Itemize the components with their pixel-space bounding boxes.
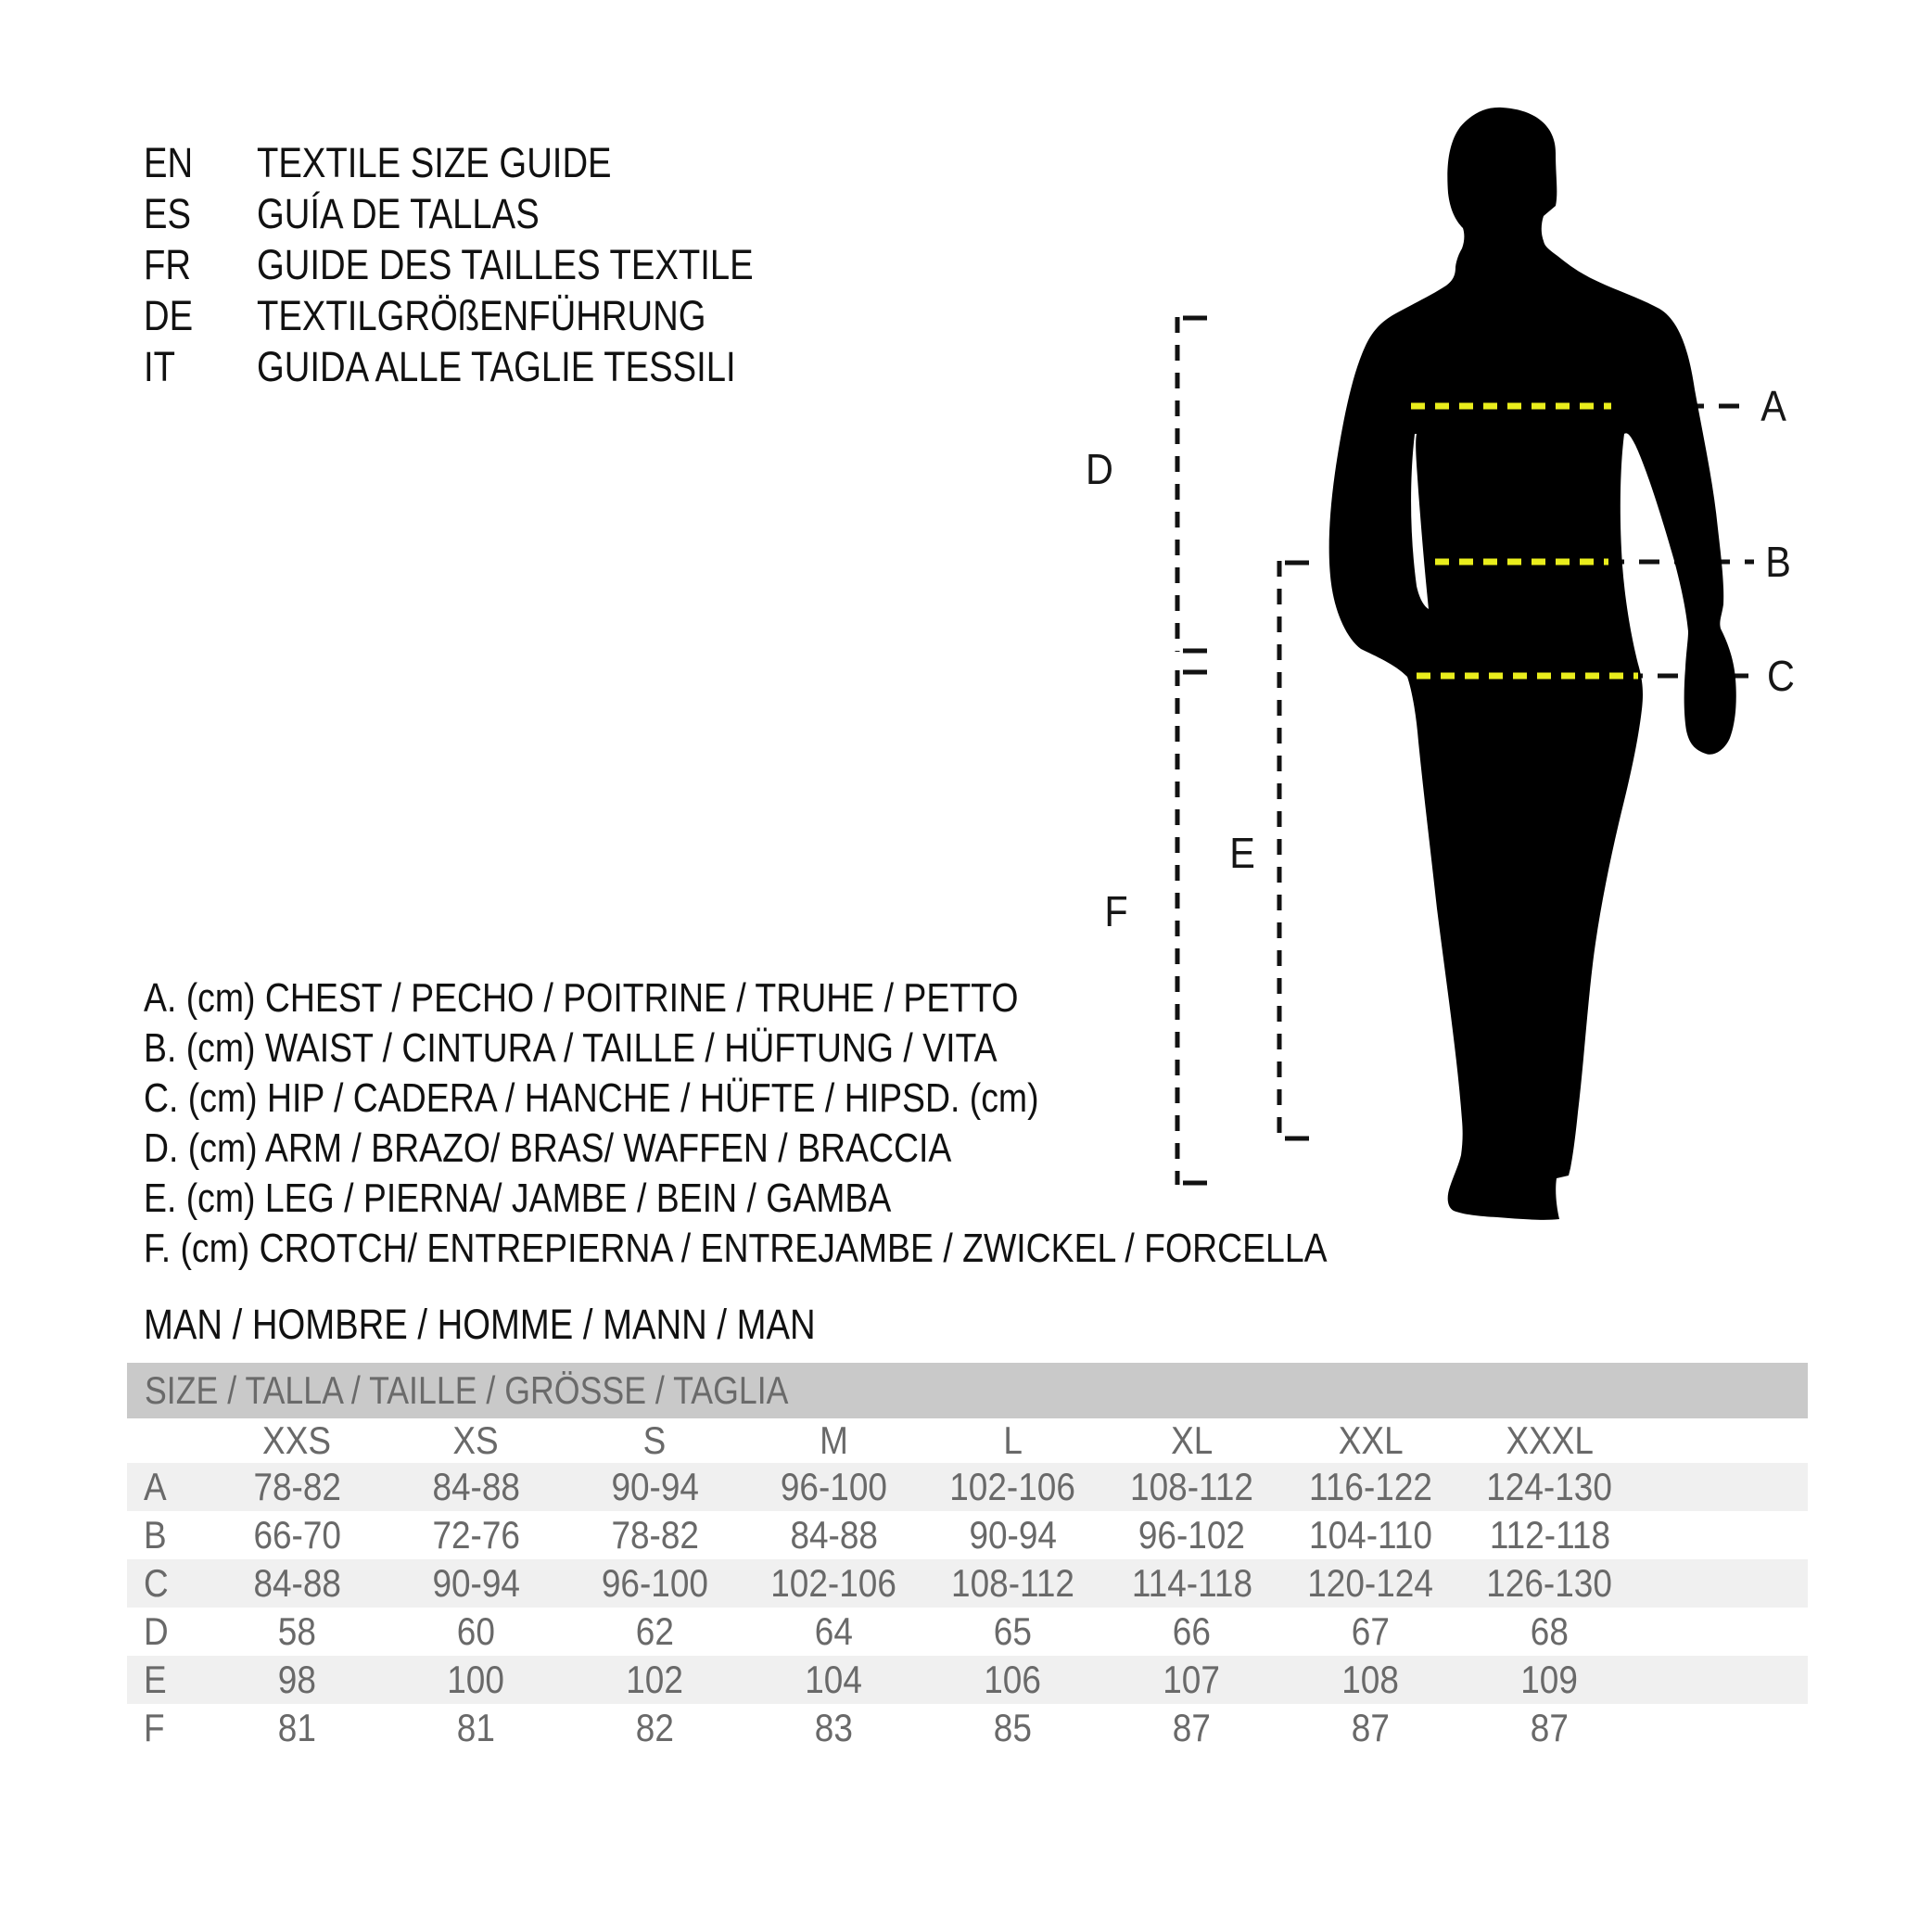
size-columns-row xyxy=(127,1418,1808,1463)
marker-arm-d: D xyxy=(1086,445,1113,493)
size-col-xxl: XXL xyxy=(1338,1418,1404,1462)
row-label: F xyxy=(144,1706,165,1749)
language-row-es xyxy=(144,188,841,239)
row-label: B xyxy=(144,1513,167,1557)
table-row-waist: B 66-70 72-76 78-82 84-88 90-94 96-102 104-110 112-118 xyxy=(144,1513,1610,1557)
language-row-en xyxy=(144,137,841,188)
language-code: ES xyxy=(144,190,192,237)
language-code: FR xyxy=(144,241,191,288)
table-row-arm: D 58 60 62 64 65 66 67 68 xyxy=(144,1609,1570,1653)
measurement-legend xyxy=(144,973,1536,1274)
table-row-chest: A 78-82 84-88 90-94 96-100 102-106 108-112 116-122 124-130 xyxy=(127,1463,1808,1511)
size-col-xl: XL xyxy=(1170,1418,1214,1462)
size-table-title: SIZE / TALLA / TAILLE / GRÖSSE / TAGLIA xyxy=(145,1368,789,1412)
legend-hip: C. (cm) HIP / CADERA / HANCHE / HÜFTE / HIPSD. (cm) xyxy=(144,1075,1039,1121)
row-label: D xyxy=(144,1609,169,1653)
size-table-header-bar xyxy=(127,1363,1808,1418)
size-col-s: S xyxy=(643,1418,667,1462)
language-title-list xyxy=(144,137,841,392)
marker-waist-b: B xyxy=(1765,538,1791,586)
guide-title-en: TEXTILE SIZE GUIDE xyxy=(257,139,612,186)
row-label: C xyxy=(144,1561,169,1605)
size-col-xs: XS xyxy=(452,1418,500,1462)
size-table xyxy=(127,1418,1808,1752)
guide-title-es: GUÍA DE TALLAS xyxy=(257,190,540,237)
legend-chest: A. (cm) CHEST / PECHO / POITRINE / TRUHE / PETTO xyxy=(144,975,1019,1021)
marker-hip-c: C xyxy=(1767,652,1795,700)
legend-arm: D. (cm) ARM / BRAZO/ BRAS/ WAFFEN / BRACCIA xyxy=(144,1125,952,1171)
guide-title-fr: GUIDE DES TAILLES TEXTILE xyxy=(257,241,754,288)
guide-title-de: TEXTILGRÖßENFÜHRUNG xyxy=(257,292,706,339)
guide-title-it: GUIDA ALLE TAGLIE TESSILI xyxy=(257,343,736,390)
size-table-section xyxy=(127,1363,1808,1752)
size-col-m: M xyxy=(820,1418,848,1462)
row-label: A xyxy=(144,1465,167,1508)
table-row-hip: C 84-88 90-94 96-100 102-106 108-112 114-118 120-124 126-130 xyxy=(127,1559,1808,1608)
marker-crotch-f: F xyxy=(1104,887,1128,935)
language-row-it xyxy=(144,341,841,392)
marker-leg-e: E xyxy=(1229,829,1255,877)
category-line: MAN / HOMBRE / HOMME / MANN / MAN xyxy=(144,1301,816,1348)
legend-leg: E. (cm) LEG / PIERNA/ JAMBE / BEIN / GAMBA xyxy=(144,1176,892,1221)
table-row-crotch: F 81 81 82 83 85 87 87 87 xyxy=(144,1706,1570,1749)
language-code: EN xyxy=(144,139,194,186)
row-label: E xyxy=(144,1658,167,1701)
language-code: DE xyxy=(144,292,194,339)
size-col-xxxl: XXXL xyxy=(1506,1418,1594,1462)
size-col-xxs: XXS xyxy=(262,1418,332,1462)
table-row-leg: E 98 100 102 104 106 107 108 109 xyxy=(127,1656,1808,1704)
language-code: IT xyxy=(144,343,175,390)
language-row-de xyxy=(144,290,841,341)
language-row-fr xyxy=(144,239,841,290)
legend-waist: B. (cm) WAIST / CINTURA / TAILLE / HÜFTUNG / VITA xyxy=(144,1025,998,1071)
legend-crotch: F. (cm) CROTCH/ ENTREPIERNA / ENTREJAMBE / ZWICKEL / FORCELLA xyxy=(144,1226,1328,1271)
marker-chest-a: A xyxy=(1760,382,1786,430)
size-col-l: L xyxy=(1003,1418,1023,1462)
